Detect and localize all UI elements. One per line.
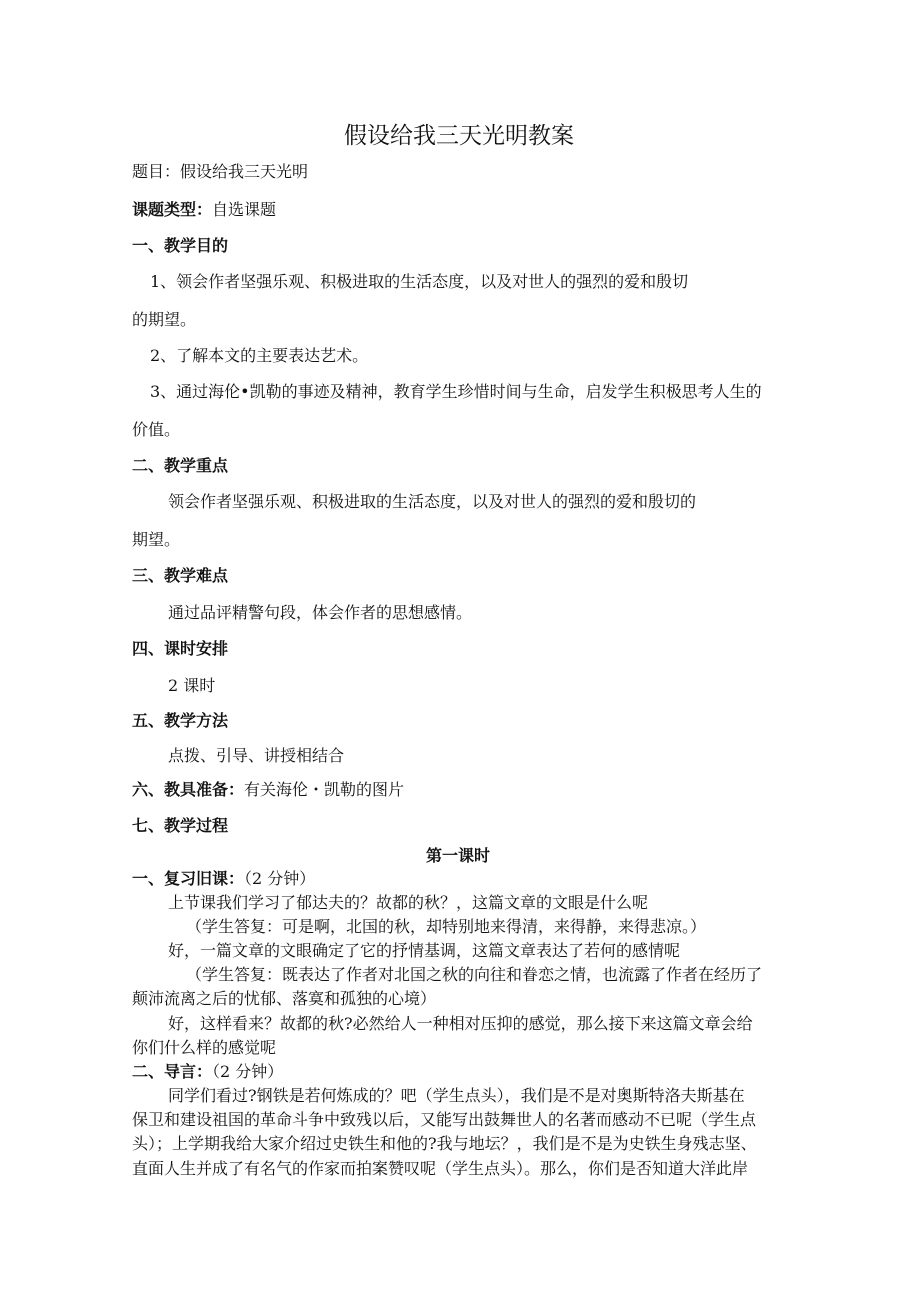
key-points-line-2: 期望。 — [132, 530, 181, 549]
intro-line-4: 直面人生并成了有名气的作家而拍案赞叹呢（学生点头）。那么，你们是否知道大洋此岸 — [132, 1159, 749, 1178]
review-line-3: 好，一篇文章的文眼确定了它的抒情基调，这篇文章表达了若何的感情呢 — [168, 941, 681, 960]
difficulties-text: 通过品评精警句段，体会作者的思想感情。 — [168, 603, 473, 622]
section-heading-key-points: 二、教学重点 — [132, 456, 229, 475]
course-type-label: 课题类型： — [132, 200, 213, 219]
course-type-line — [132, 200, 276, 220]
intro-line-1: 同学们看过?钢铁是若何炼成的？吧（学生点头），我们是不是对奥斯特洛夫斯基在 — [168, 1086, 745, 1105]
document-title: 假设给我三天光明教案 — [344, 123, 574, 149]
review-line-6: 好，这样看来？故都的秋?必然给人一种相对压抑的感觉，那么接下来这篇文章会给 — [168, 1014, 753, 1033]
section-heading-difficulties: 三、教学难点 — [132, 566, 229, 585]
objective-1-line-2: 的期望。 — [132, 310, 197, 329]
review-line-5: 颠沛流离之后的忧郁、落寞和孤独的心境） — [132, 989, 437, 1008]
objective-3-line-2: 价值。 — [132, 420, 181, 439]
lesson-one-heading: 第一课时 — [426, 846, 491, 865]
methods-text: 点拨、引导、讲授相结合 — [168, 746, 345, 765]
teaching-aids-value: 有关海伦・凯勒的图片 — [244, 780, 405, 799]
review-line-2: （学生答复：可是啊，北国的秋，却特别地来得清，来得静，来得悲凉。） — [186, 917, 707, 936]
review-line-4: （学生答复：既表达了作者对北国之秋的向往和眷恋之情，也流露了作者在经历了 — [186, 965, 763, 984]
review-heading-line — [132, 869, 315, 889]
intro-line-3: 头）；上学期我给大家介绍过史铁生和他的?我与地坛？，我们是不是为史铁生身残志坚、 — [132, 1134, 757, 1153]
course-type-value: 自选课题 — [212, 200, 277, 219]
objective-1-line-1: 1、领会作者坚强乐观、积极进取的生活态度，以及对世人的强烈的爱和殷切 — [150, 272, 689, 291]
teaching-aids-line — [132, 780, 404, 800]
review-label: 一、复习旧课： — [132, 869, 245, 888]
section-heading-process: 七、教学过程 — [132, 816, 229, 835]
intro-line-2: 保卫和建设祖国的革命斗争中致残以后，又能写出鼓舞世人的名著而感动不已呢（学生点 — [132, 1110, 757, 1129]
intro-label: 二、导言： — [132, 1062, 213, 1081]
objective-3-line-1: 3、通过海伦•凯勒的事迹及精神，教育学生珍惜时间与生命，启发学生积极思考人生的 — [150, 382, 762, 401]
intro-heading-line — [132, 1062, 283, 1082]
topic-line: 题目：假设给我三天光明 — [132, 162, 309, 181]
section-heading-methods: 五、教学方法 — [132, 711, 229, 730]
section-heading-objectives: 一、教学目的 — [132, 236, 229, 255]
intro-time: （2 分钟） — [212, 1062, 284, 1081]
schedule-text: 2 课时 — [168, 676, 216, 695]
review-line-1: 上节课我们学习了郁达夫的？故都的秋？，这篇文章的文眼是什么呢 — [168, 893, 649, 912]
teaching-aids-label: 六、教具准备： — [132, 780, 245, 799]
section-heading-schedule: 四、课时安排 — [132, 639, 229, 658]
review-time: （2 分钟） — [244, 869, 316, 888]
review-line-7: 你们什么样的感觉呢 — [132, 1038, 277, 1057]
objective-2: 2、了解本文的主要表达艺术。 — [150, 346, 369, 365]
key-points-line-1: 领会作者坚强乐观、积极进取的生活态度，以及对世人的强烈的爱和殷切的 — [168, 492, 697, 511]
